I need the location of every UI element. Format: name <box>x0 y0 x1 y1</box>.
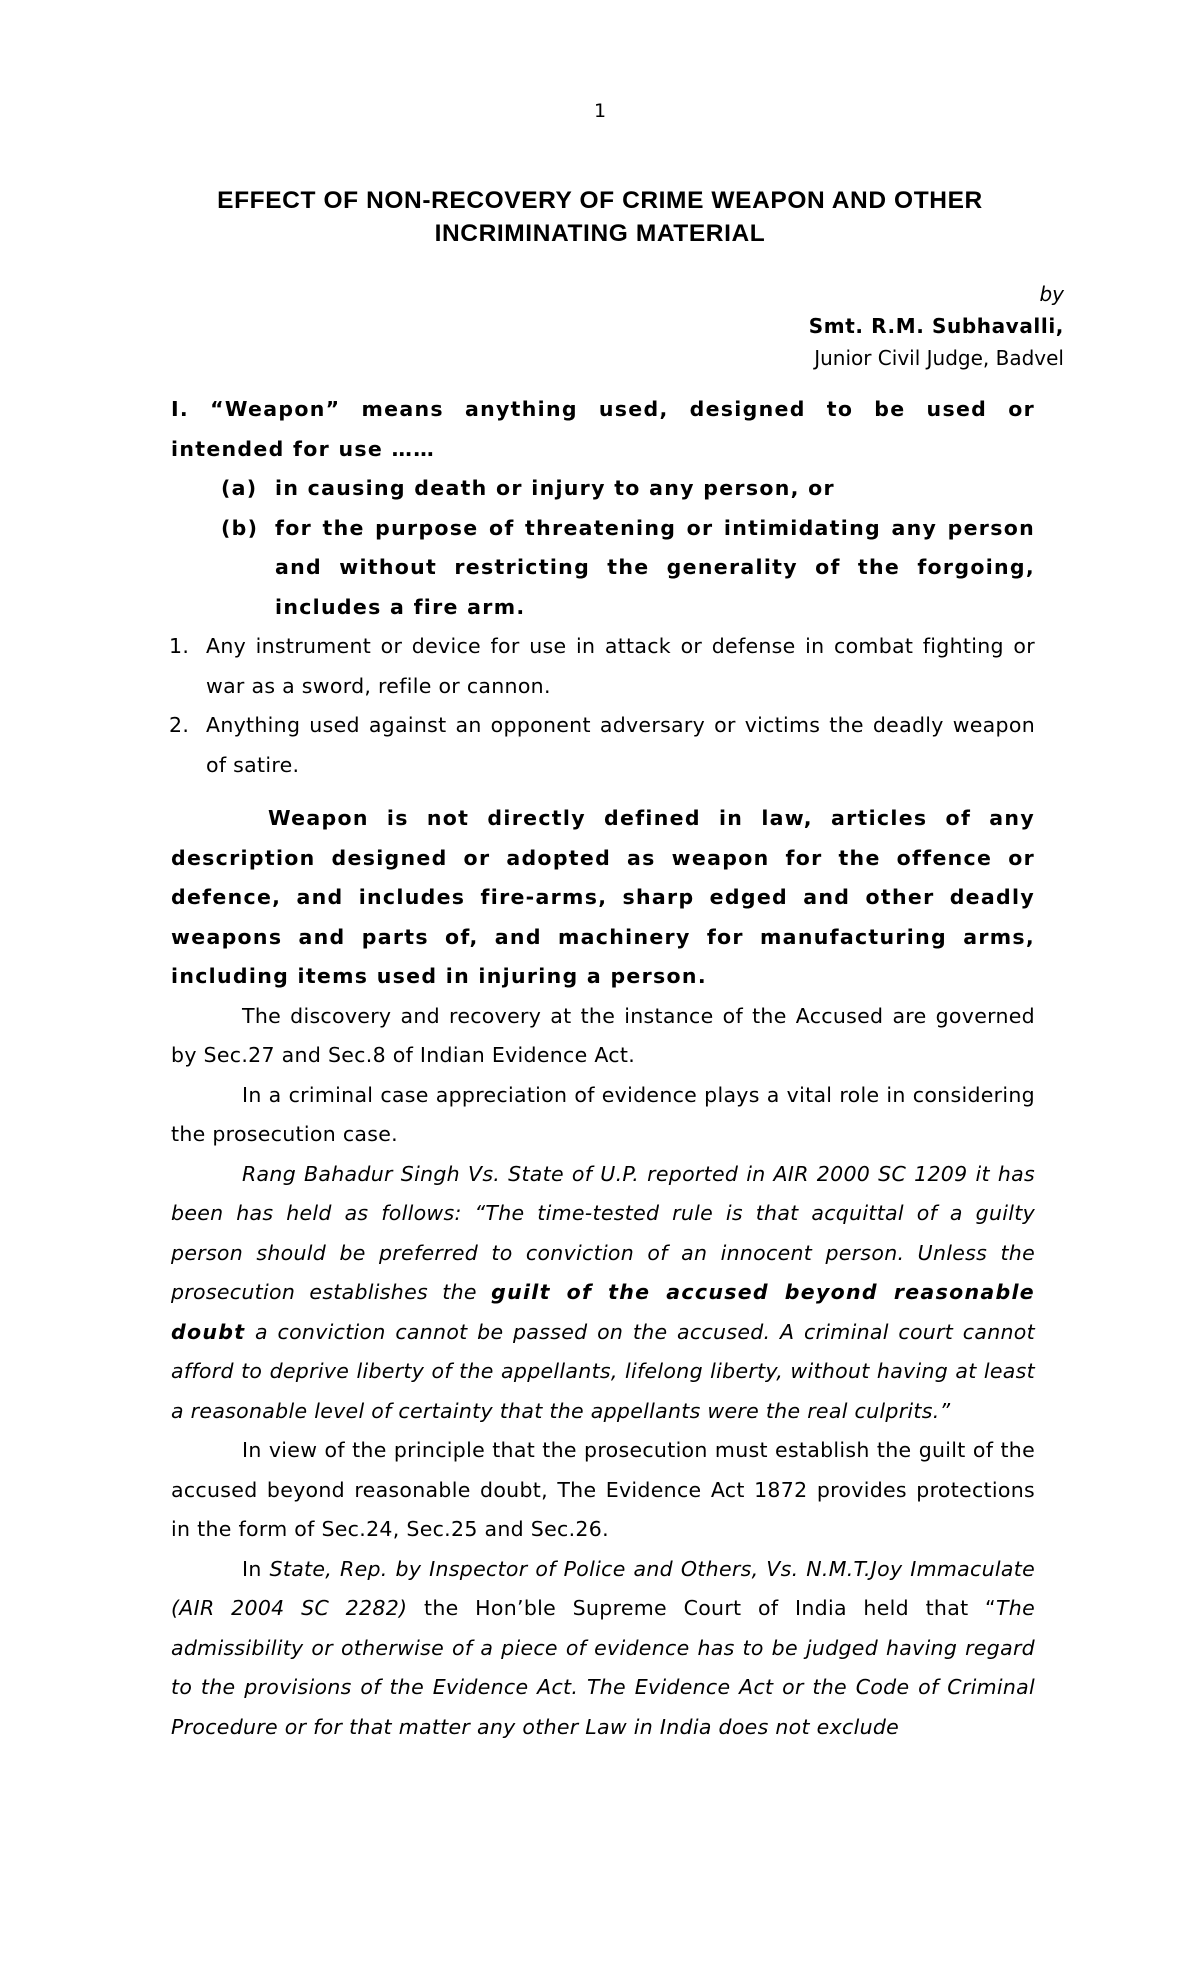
numbered-item-text: Anything used against an opponent adversary or victims the deadly weapon of satire. <box>206 713 1035 777</box>
definition-item-label: (b) <box>221 515 259 540</box>
state-mid: the Hon’ble Supreme Court of India held that “ <box>407 1596 996 1620</box>
byline <box>700 278 1064 374</box>
numbered-item-label: 1. <box>169 634 190 658</box>
joy-immaculate-paragraph <box>171 1550 1035 1748</box>
document-body <box>171 390 1035 1747</box>
definition-item-b <box>171 509 1035 628</box>
numbered-item-1 <box>171 627 1035 706</box>
definition-item-a <box>171 469 1035 509</box>
definition-item-text: for the purpose of threatening or intimidating any person and without restricting the generality of the forgoing, includes a fire arm. <box>275 515 1035 619</box>
page-number: 1 <box>593 100 607 122</box>
discovery-paragraph: The discovery and recovery at the instance of the Accused are governed by Sec.27 and Sec.8 of Indian Evidence Act. <box>171 1003 1035 1067</box>
weapon-definition-paragraph: Weapon is not directly defined in law, articles of any description designed or adopted as weapon for the offence or defence, and includes fire-arms, sharp edged and other deadly weapons and parts of, and machinery for manufacturing arms, including items used in injuring a person. <box>171 806 1035 988</box>
document-title: EFFECT OF NON-RECOVERY OF CRIME WEAPON AND OTHER INCRIMINATING MATERIAL <box>217 187 983 247</box>
definition-intro: I. “Weapon” means anything used, designed to be used or intended for use …… <box>171 397 1035 461</box>
numbered-item-text: Any instrument or device for use in attack or defense in combat fighting or war as a sword, refile or cannon. <box>206 634 1035 698</box>
appreciation-paragraph: In a criminal case appreciation of evidence plays a vital role in considering the prosecution case. <box>171 1082 1035 1146</box>
numbered-item-2 <box>171 706 1035 785</box>
principle-paragraph: In view of the principle that the prosecution must establish the guilt of the accused beyond reasonable doubt, The Evidence Act 1872 provides protections in the form of Sec.24, Sec.25 and Sec.26. <box>171 1438 1035 1541</box>
rang-bahadur-paragraph <box>171 1155 1035 1432</box>
byline-by: by <box>1039 282 1064 306</box>
state-in: In <box>242 1556 270 1581</box>
rang-text-2: a conviction cannot be passed on the accused. A criminal court cannot afford to deprive liberty of the appellants, lifelong liberty, without having at least a reasonable level of certainty that the appellants were the real culprits.” <box>171 1319 1035 1423</box>
rang-text-1: Rang Bahadur Singh Vs. State of U.P. reported in AIR 2000 SC 1209 it has been has held as follows: “The time-tested rule is that acquittal of a guilty person should be preferred to conviction of an innocent person. Unless the prosecution establishes the <box>171 1161 1035 1304</box>
byline-author: Smt. R.M. Subhavalli, <box>808 314 1064 338</box>
definition-item-label: (a) <box>221 476 258 500</box>
rang-bold-text: guilt of the accused beyond reasonable doubt <box>171 1280 1035 1344</box>
numbered-item-label: 2. <box>169 713 190 737</box>
case-citation: State, Rep. by Inspector of Police and Others, Vs. N.M.T.Joy Immaculate (AIR 2004 SC 2282) <box>171 1556 1035 1620</box>
definition-item-text: in causing death or injury to any person, or <box>275 476 835 500</box>
quote-text: The admissibility or otherwise of a piece of evidence has to be judged having regard to the provisions of the Evidence Act. The Evidence Act or the Code of Criminal Procedure or for that matter any other Law in India does not exclude <box>171 1596 1035 1739</box>
byline-designation: Junior Civil Judge, Badvel <box>814 346 1064 370</box>
